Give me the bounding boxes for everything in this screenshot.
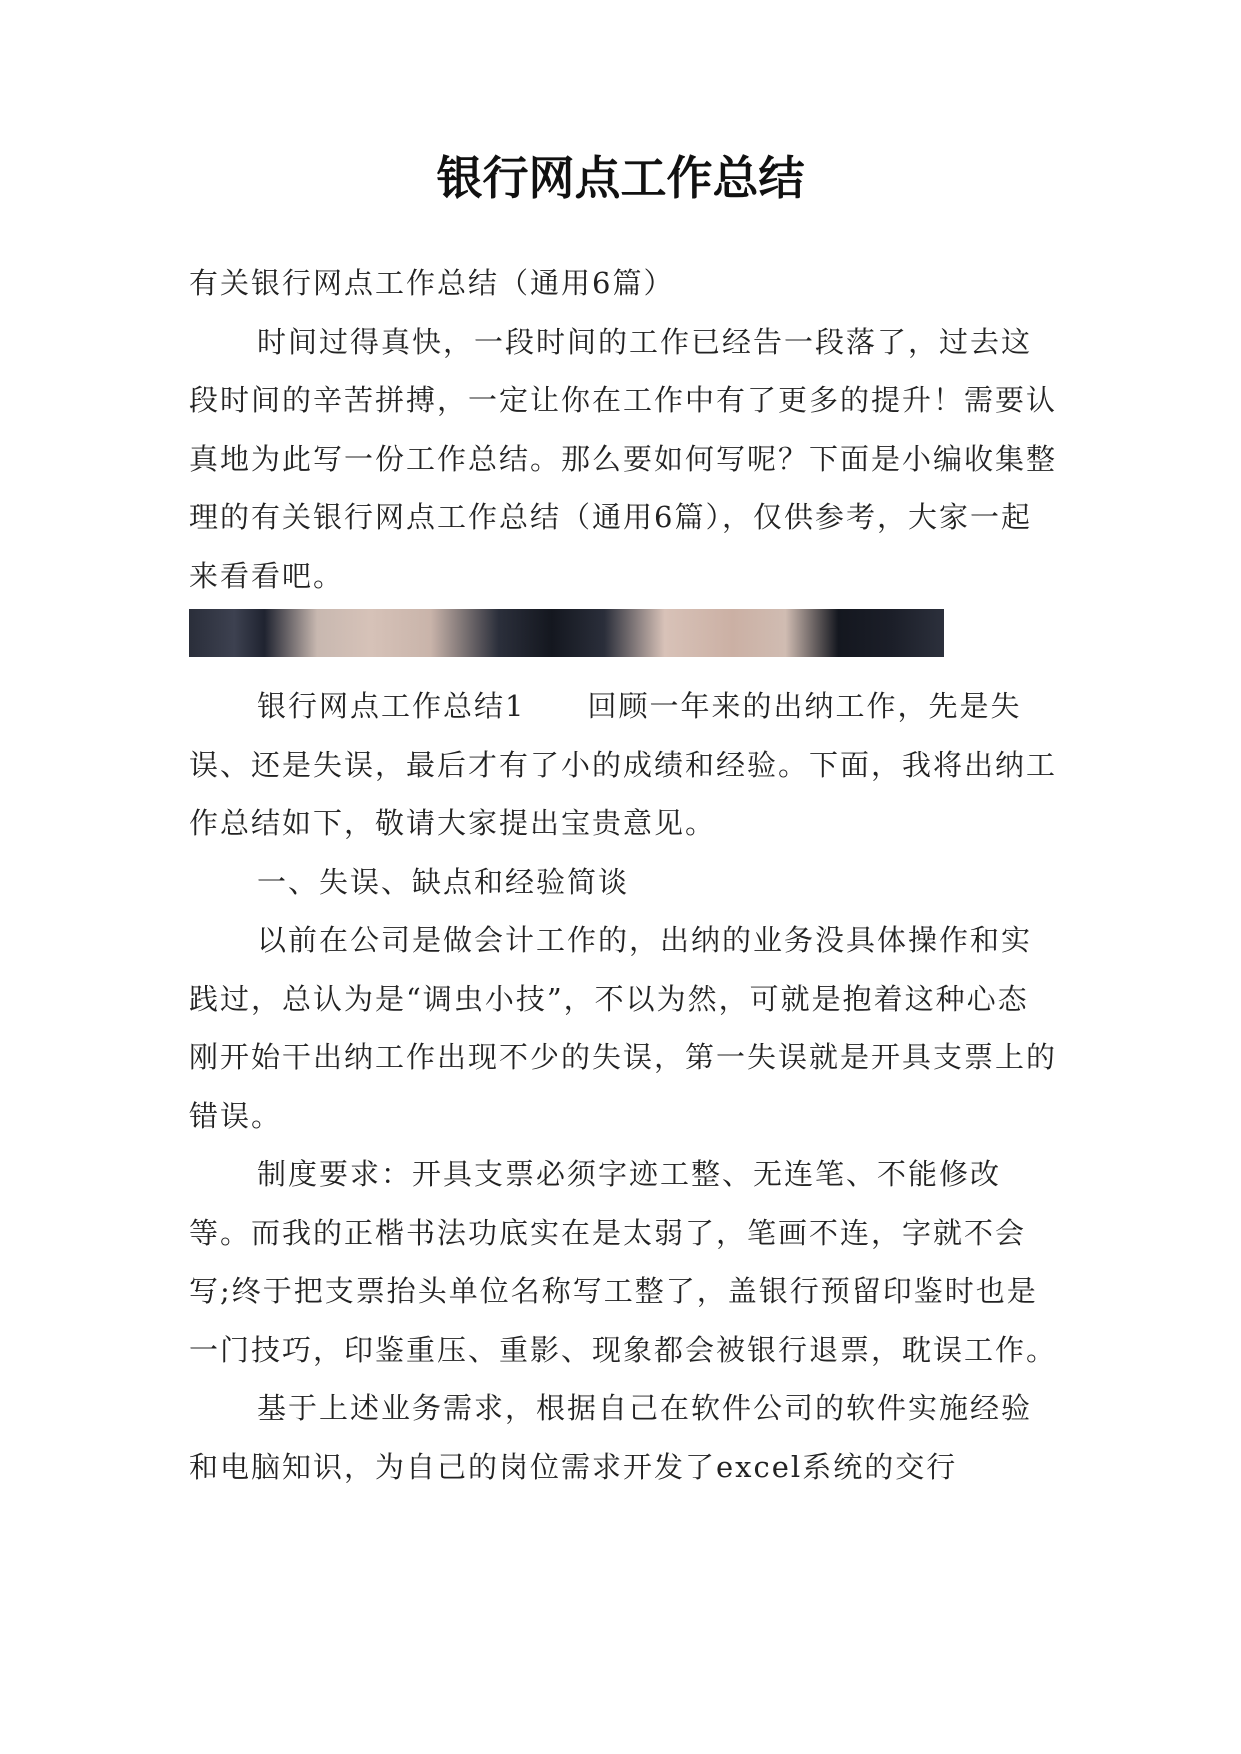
- document-body: [189, 254, 1059, 1496]
- body-paragraph-4: 基于上述业务需求，根据自己在软件公司的软件实施经验和电脑知识，为自己的岗位需求开发了excel系统的交行: [189, 1391, 1033, 1484]
- body-paragraph-3: 制度要求：开具支票必须字迹工整、无连笔、不能修改等。而我的正楷书法功底实在是太弱了，笔画不连，字就不会写;终于把支票抬头单位名称写工整了，盖银行预留印鉴时也是一门技巧，印鉴重压、重影、现象都会被银行退票，耽误工作。: [189, 1157, 1058, 1367]
- body-paragraph-1: 银行网点工作总结1 回顾一年来的出纳工作，先是失误、还是失误，最后才有了小的成绩和经验。下面，我将出纳工作总结如下，敬请大家提出宝贵意见。: [189, 689, 1058, 840]
- section-heading-1: 一、失误、缺点和经验简谈: [257, 864, 630, 899]
- intro-paragraph: 时间过得真快，一段时间的工作已经告一段落了，过去这段时间的辛苦拼搏，一定让你在工作中有了更多的提升！需要认真地为此写一份工作总结。那么要如何写呢？下面是小编收集整理的有关银行网点工作总结（通用6篇），仅供参考，大家一起来看看吧。: [189, 324, 1058, 593]
- decorative-image-strip: [189, 609, 944, 657]
- document-title: 银行网点工作总结: [436, 151, 805, 205]
- body-paragraph-2: 以前在公司是做会计工作的，出纳的业务没具体操作和实践过，总认为是“调虫小技”，不以为然，可就是抱着这种心态刚开始干出纳工作出现不少的失误，第一失误就是开具支票上的错误。: [189, 923, 1058, 1133]
- document-subtitle: 有关银行网点工作总结（通用6篇）: [189, 266, 675, 300]
